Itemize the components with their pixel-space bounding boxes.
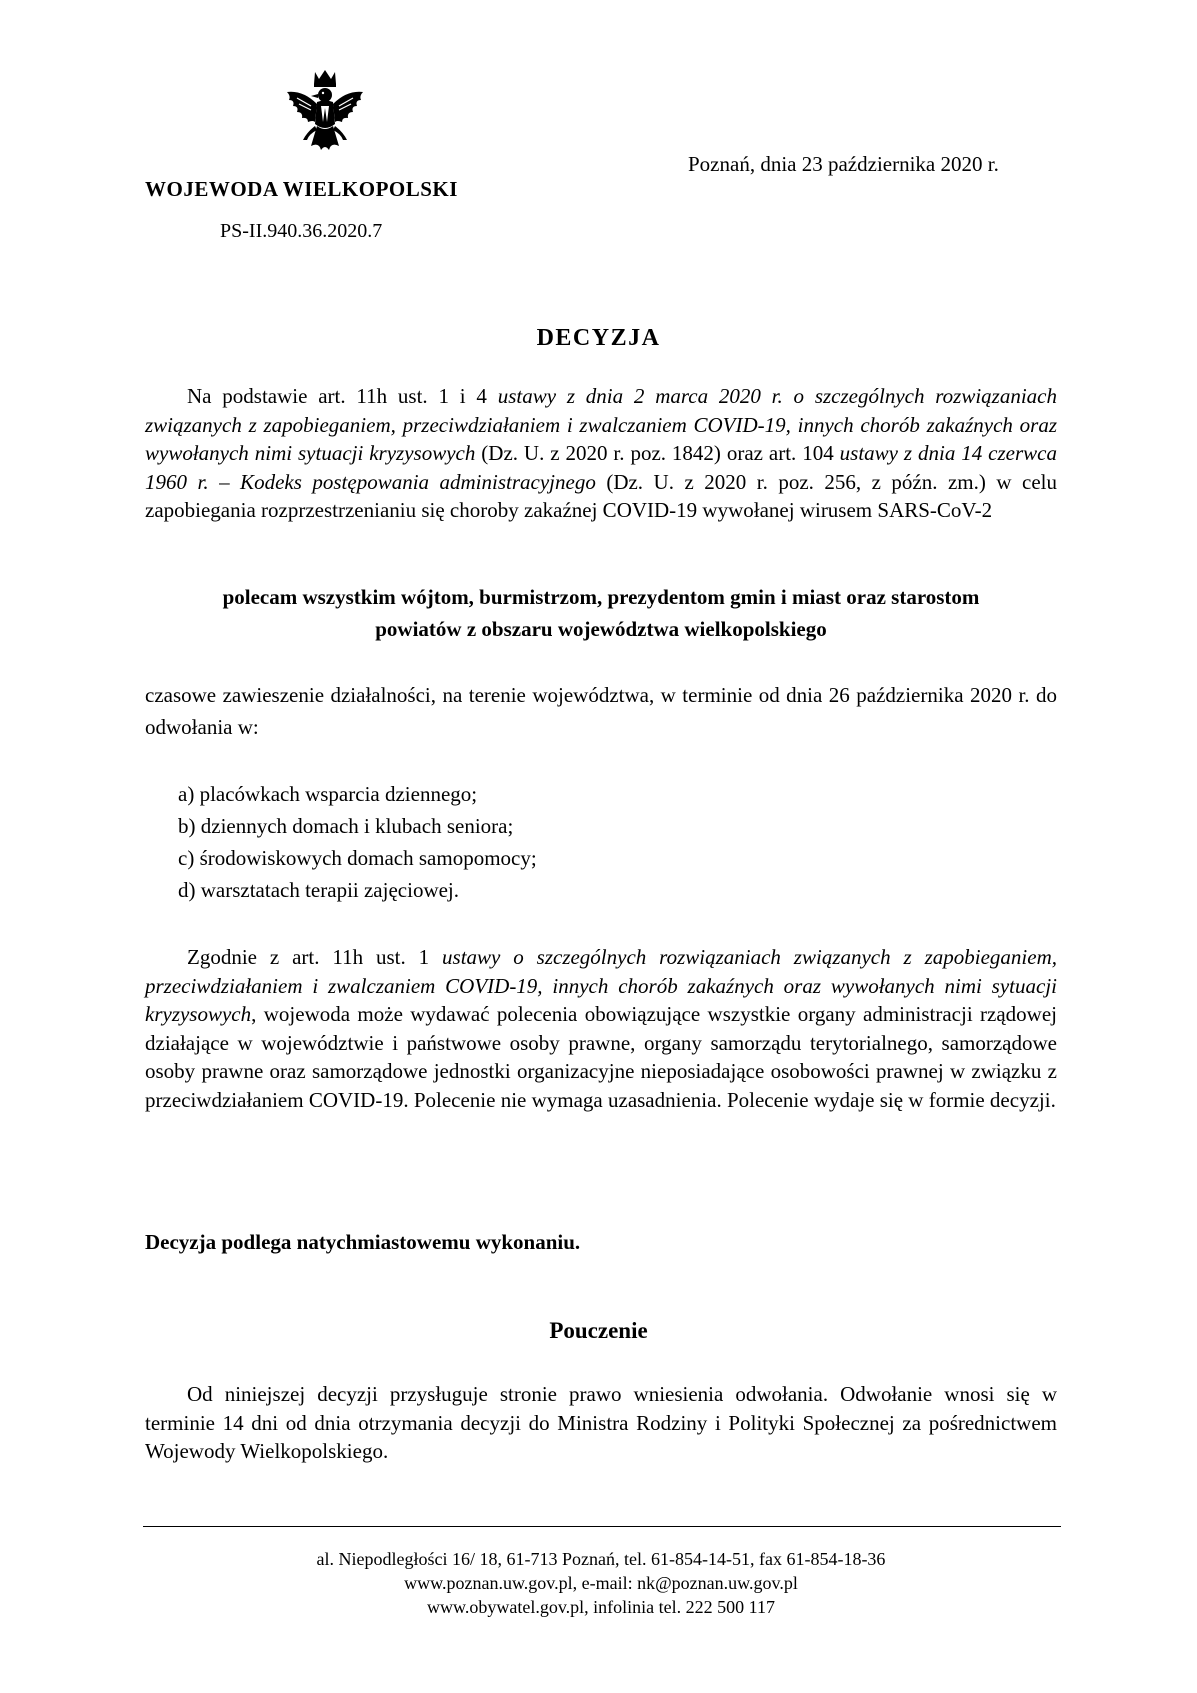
instruction-heading: Pouczenie xyxy=(549,1318,648,1343)
instruction-paragraph xyxy=(145,1380,1057,1466)
justification-text-2: , wojewoda może wydawać polecenia obowiązujące wszystkie organy administracji rządowej działające w województwie i państwowe osoby prawne, organy samorządu terytorialnego, samorządowe osoby prawne oraz samorządowe jednostki organizacyjne nieposiadające osobowości prawnej w związku z przeciwdziałaniem COVID-19. Polecenie nie wymaga uzasadnienia. Polecenie wydaje się w formie decyzji. xyxy=(145,1002,1057,1112)
footer-divider xyxy=(143,1526,1061,1527)
legal-basis-text-1: Na podstawie art. 11h ust. 1 i 4 xyxy=(187,384,498,408)
footer xyxy=(145,1547,1057,1619)
suspension-paragraph: czasowe zawieszenie działalności, na terenie województwa, w terminie od dnia 26 października 2020 r. do odwołania w: xyxy=(145,683,1057,739)
document-title: DECYZJA xyxy=(536,325,661,351)
legal-basis-text-3: (Dz. U. z 2020 r. poz. 256, z późn. zm.) w celu zapobiegania rozprzestrzenianiu się choroby zakaźnej COVID-19 wywołanej wirusem SARS-CoV-2 xyxy=(145,469,1057,522)
justification-text-1: Zgodnie z art. 11h ust. 1 xyxy=(187,945,443,969)
legal-basis-act-2: ustawy z dnia 14 czerwca 1960 r. – Kodeks postępowania administracyjnego xyxy=(145,441,1057,494)
legal-justification-paragraph xyxy=(145,943,1057,1114)
polish-eagle-emblem-icon xyxy=(277,66,373,162)
footer-address: al. Niepodległości 16/ 18, 61-713 Poznań, tel. 61-854-14-51, fax 61-854-18-36 xyxy=(316,1549,886,1569)
list-item: a) placówkach wsparcia dziennego; xyxy=(178,782,478,806)
legal-basis-act-1: ustawy z dnia 2 marca 2020 r. o szczególnych rozwiązaniach związanych z zapobieganiem, przeciwdziałaniem i zwalczaniem COVID-19, innych chorób zakaźnych oraz wywołanych nimi sytuacji kryzysowych xyxy=(145,384,1057,465)
directive-line-1: polecam wszystkim wójtom, burmistrzom, prezydentom gmin i miast oraz starostom xyxy=(222,585,980,609)
place-and-date: Poznań, dnia 23 października 2020 r. xyxy=(688,152,999,176)
reference-number: PS-II.940.36.2020.7 xyxy=(220,220,383,242)
directive-line-2: powiatów z obszaru województwa wielkopolskiego xyxy=(375,617,827,641)
legal-basis-paragraph xyxy=(145,382,1057,525)
legal-basis-text-2: (Dz. U. z 2020 r. poz. 1842) oraz art. 104 xyxy=(475,441,840,465)
facility-list xyxy=(178,778,537,906)
issuing-authority: WOJEWODA WIELKOPOLSKI xyxy=(145,177,458,201)
execution-note: Decyzja podlega natychmiastowemu wykonaniu. xyxy=(145,1230,581,1254)
footer-hotline: www.obywatel.gov.pl, infolinia tel. 222 500 117 xyxy=(427,1597,775,1617)
list-item: d) warsztatach terapii zajęciowej. xyxy=(178,878,460,902)
list-item: c) środowiskowych domach samopomocy; xyxy=(178,846,537,870)
instruction-text: Od niniejszej decyzji przysługuje stronie prawo wniesienia odwołania. Odwołanie wnosi się w terminie 14 dni od dnia otrzymania decyzji do Ministra Rodziny i Polityki Społecznej za pośrednictwem Wojewody Wielkopolskiego. xyxy=(145,1382,1057,1463)
footer-web-email: www.poznan.uw.gov.pl, e-mail: nk@poznan.uw.gov.pl xyxy=(404,1573,798,1593)
justification-act: ustawy o szczególnych rozwiązaniach związanych z zapobieganiem, przeciwdziałaniem i zwalczaniem COVID-19, innych chorób zakaźnych oraz wywołanych nimi sytuacji kryzysowych xyxy=(145,945,1057,1026)
list-item: b) dziennych domach i klubach seniora; xyxy=(178,814,514,838)
directive-heading xyxy=(145,581,1057,645)
